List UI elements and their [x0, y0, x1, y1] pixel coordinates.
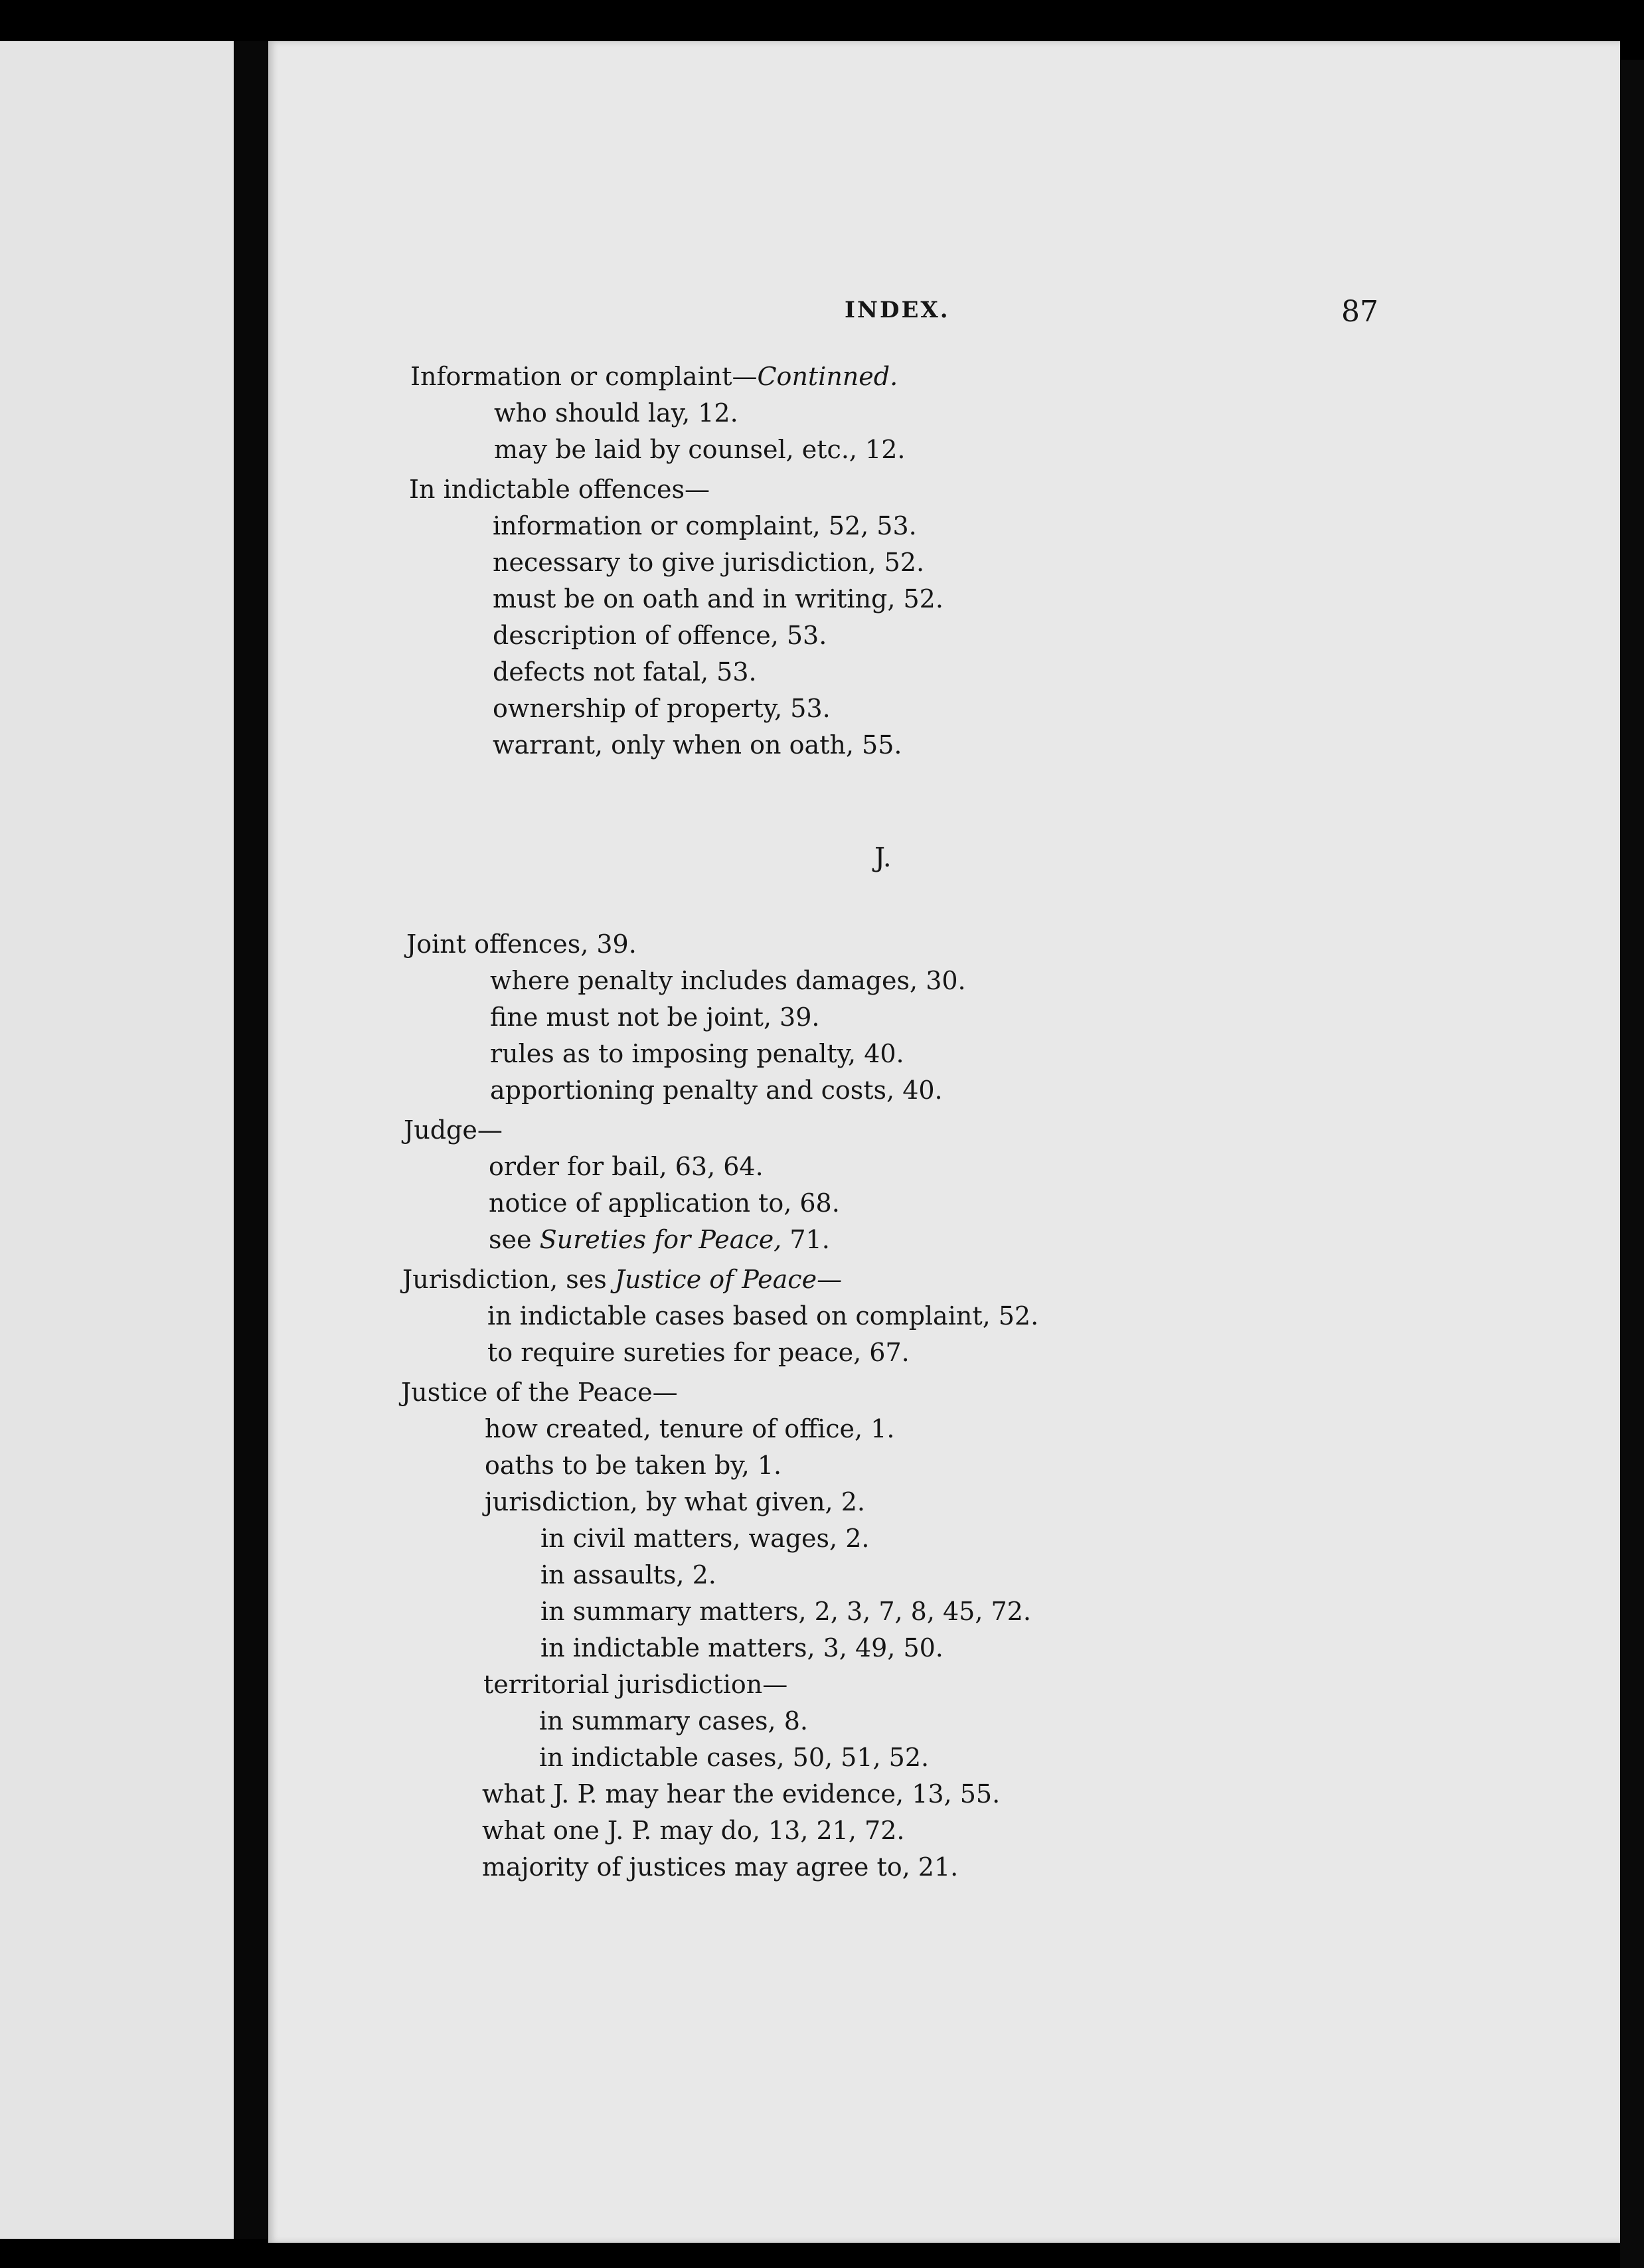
index-subentry: must be on oath and in writing, 52. [493, 584, 944, 613]
index-subentry: where penalty includes damages, 30. [490, 966, 966, 995]
index-subentry: description of offence, 53. [493, 621, 827, 650]
index-entry: Judge— [404, 1115, 503, 1145]
running-header: INDEX. [845, 297, 950, 323]
index-subentry: information or complaint, 52, 53. [493, 511, 917, 540]
index-subentry: see Sureties for Peace, 71. [489, 1225, 830, 1254]
left-page-edge [0, 41, 234, 2239]
index-subentry: defects not fatal, 53. [493, 657, 757, 687]
index-entry: Justice of the Peace— [401, 1378, 678, 1407]
section-letter: J. [874, 843, 892, 873]
index-subentry: what one J. P. may do, 13, 21, 72. [482, 1816, 905, 1845]
index-subentry: warrant, only when on oath, 55. [493, 730, 902, 760]
index-subentry: what J. P. may hear the evidence, 13, 55. [482, 1779, 1001, 1809]
index-subentry: apportioning penalty and costs, 40. [490, 1076, 943, 1105]
index-entry: In indictable offences— [409, 475, 710, 504]
index-subentry: jurisdiction, by what given, 2. [485, 1487, 865, 1516]
index-subentry: necessary to give jurisdiction, 52. [493, 548, 925, 577]
index-subentry: who should lay, 12. [494, 398, 738, 428]
index-subsubentry: in indictable matters, 3, 49, 50. [540, 1633, 944, 1662]
index-subentry: ownership of property, 53. [493, 694, 831, 723]
index-subentry: may be laid by counsel, etc., 12. [494, 435, 906, 464]
index-subsubentry: in summary cases, 8. [539, 1706, 808, 1736]
index-subentry: to require sureties for peace, 67. [487, 1338, 910, 1367]
index-subentry: how created, tenure of office, 1. [485, 1414, 895, 1443]
index-subentry: oaths to be taken by, 1. [485, 1451, 782, 1480]
index-subsubentry: in civil matters, wages, 2. [540, 1524, 870, 1553]
index-entry: Information or complaint—Continned. [410, 362, 898, 391]
index-entry: Joint offences, 39. [406, 930, 637, 959]
index-subsubentry: in summary matters, 2, 3, 7, 8, 45, 72. [540, 1597, 1031, 1626]
index-subentry: majority of justices may agree to, 21. [482, 1852, 959, 1882]
index-subentry: fine must not be joint, 39. [490, 1003, 820, 1032]
index-subsubentry: in assaults, 2. [540, 1560, 716, 1589]
right-page-shadow [1620, 60, 1644, 2268]
index-subentry: in indictable cases based on complaint, 52. [487, 1301, 1039, 1331]
book-gutter [234, 41, 268, 2239]
index-subentry: notice of application to, 68. [489, 1188, 840, 1218]
page-number: 87 [1341, 295, 1378, 329]
index-subentry: rules as to imposing penalty, 40. [490, 1039, 904, 1068]
index-page [268, 41, 1620, 2243]
index-subentry: territorial jurisdiction— [483, 1670, 788, 1699]
index-subsubentry: in indictable cases, 50, 51, 52. [539, 1743, 930, 1772]
index-entry: Jurisdiction, ses Justice of Peace— [402, 1265, 843, 1294]
index-subentry: order for bail, 63, 64. [489, 1152, 764, 1181]
